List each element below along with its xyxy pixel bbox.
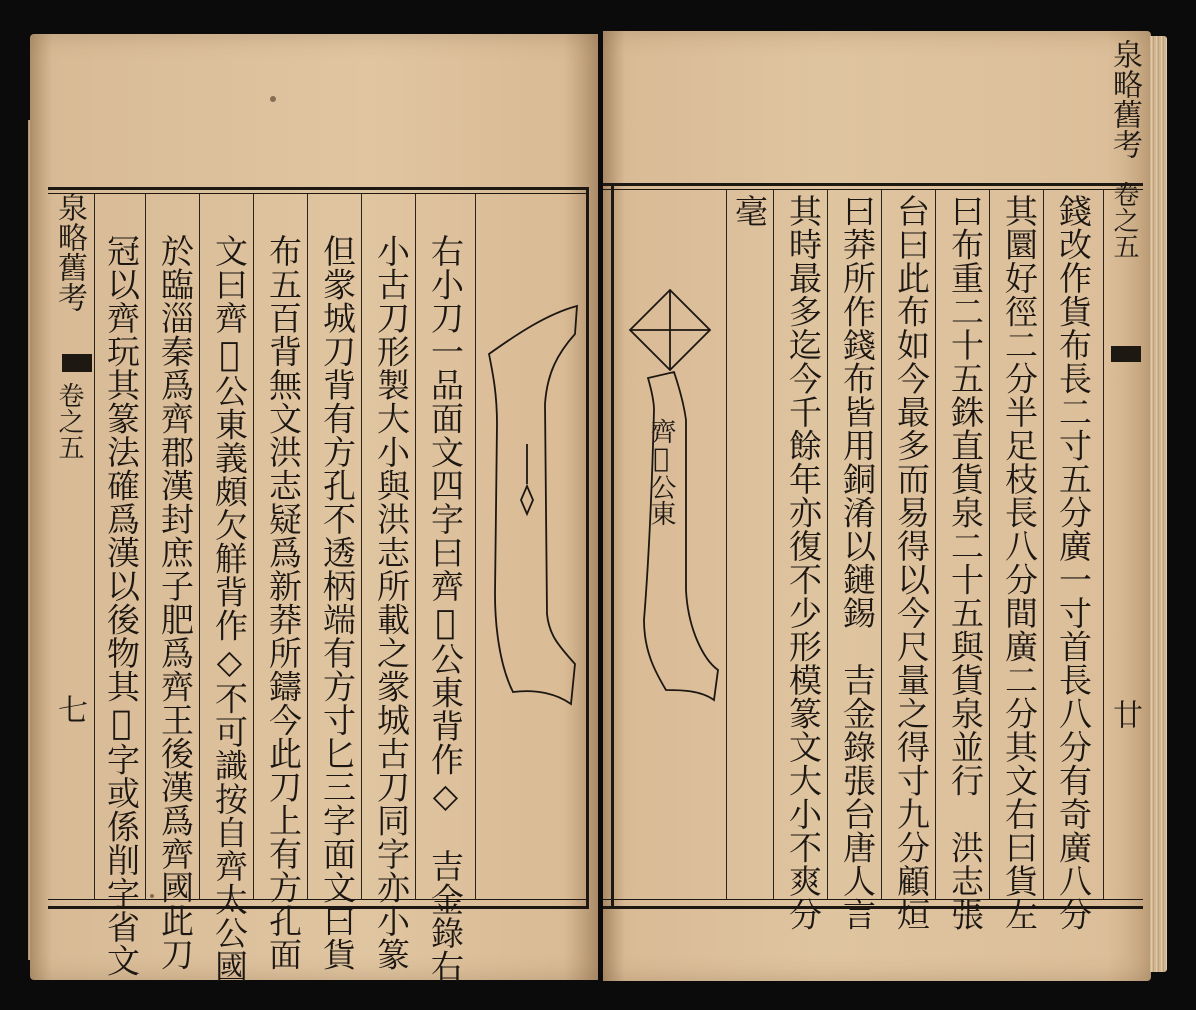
column-rule [935, 190, 936, 899]
ink-spot [270, 96, 276, 102]
right-banner-juan: 卷之五 [1109, 181, 1139, 259]
banner-divider [1103, 190, 1104, 899]
column-rule [989, 190, 990, 899]
column-rule [827, 190, 828, 899]
column-rule [475, 194, 476, 900]
top-frame-rule [48, 187, 586, 190]
text-column: 曰布重二十五銖直貨泉二十五與貨泉並行 洪志張 [946, 194, 985, 931]
column-rule [307, 194, 308, 900]
right-page-edges [1150, 36, 1167, 972]
text-column: 其時最多迄今千餘年亦復不少形模篆文大小不爽分 [784, 194, 823, 931]
text-column: 布五百背無文洪志疑爲新莽所鑄今此刀上有方孔面 [264, 234, 303, 971]
banner-fish-tail [62, 354, 92, 372]
text-column: 於臨淄秦爲齊郡漢封庶子肥爲齊王後漢爲齊國此刀 [156, 234, 195, 971]
column-rule [415, 194, 416, 900]
text-column: 文曰齊𠫑公東義頗欠觧背作◇不可識按自齊太公國 [210, 234, 249, 983]
column-rule [773, 190, 774, 899]
text-column: 冠以齊玩其篆法確爲漢以後物其𠫑字或係削字省文 [102, 234, 141, 977]
left-banner-juan: 卷之五 [54, 382, 84, 460]
column-rule [145, 194, 146, 900]
knife-blade-outline [489, 306, 577, 704]
left-banner-title: 泉略舊考 [52, 192, 87, 312]
text-column: 台曰此布如今最多而易得以今尺量之得寸九分顧烜 [892, 194, 931, 931]
column-rule [253, 194, 254, 900]
text-column: 曰莽所作錢布皆用銅淆以鏈錫 吉金錄張台唐人言 [838, 194, 877, 931]
text-column: 右小刀一品面文四字曰齊𠫑公東背作◇ 吉金錄右 [426, 234, 465, 983]
left-page-number: 七 [52, 694, 87, 724]
right-page [603, 31, 1151, 981]
ink-spot [150, 894, 154, 898]
knife-illustration-right [614, 190, 726, 899]
text-column: 但䝉城刀背有方孔不透柄端有方寸匕三字面文曰貨 [318, 234, 357, 971]
top-frame-rule [603, 183, 1143, 186]
banner-divider [94, 194, 95, 900]
knife-illustration-left [477, 194, 586, 900]
column-rule [726, 190, 727, 899]
column-rule [199, 194, 200, 900]
column-rule [1043, 190, 1044, 899]
blade-inscription: 齊𠫑公東 [646, 418, 676, 526]
text-column: 小古刀形製大小與洪志所載之䝉城古刀同字亦小篆 [372, 234, 411, 971]
text-column: 毫 [730, 194, 769, 228]
column-rule [881, 190, 882, 899]
column-rule [361, 194, 362, 900]
right-frame-rule [586, 187, 589, 909]
right-banner-title: 泉略舊考 [1107, 39, 1142, 159]
text-column: 其圜好徑二分半足枝長八分間廣二分其文右曰貨左 [1000, 194, 1039, 931]
left-page [30, 34, 598, 983]
right-page-number: 廿 [1107, 699, 1142, 729]
banner-fish-tail [1111, 346, 1141, 362]
text-column: 錢改作貨布長二寸五分廣一寸首長八分有奇廣八分 [1054, 194, 1093, 931]
